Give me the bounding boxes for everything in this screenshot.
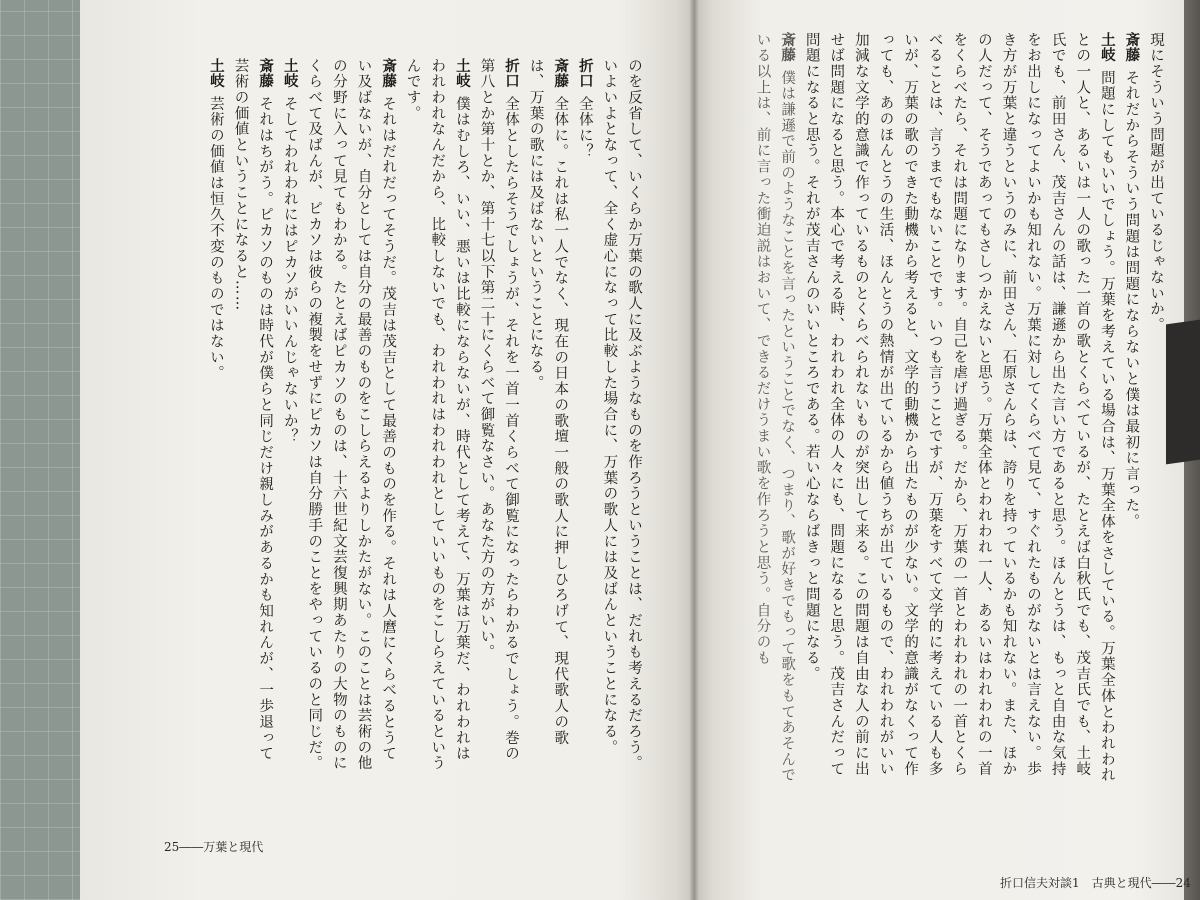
- book-gutter: [689, 0, 699, 900]
- dialogue-text: そしてわれわれにはピカソがいいんじゃないか？: [281, 96, 298, 445]
- dialogue-text: 全体としたらそうでしょうが、それを一首一首くらべて御覧になったらわかるでしょう。巻の第八とか第十とか、第十七以下第二十にくらべて御覧なさい。あなた方の方がいい。: [478, 58, 520, 762]
- dialogue-paragraph: [400, 58, 474, 776]
- dialogue-paragraph: [1143, 32, 1168, 792]
- speaker-label: 折口: [503, 58, 520, 88]
- dialogue-paragraph: [523, 58, 572, 776]
- dialogue-paragraph: [750, 32, 799, 792]
- dialogue-text: 全体に？: [576, 96, 593, 160]
- speaker-label: 土岐: [281, 58, 298, 88]
- dialogue-paragraph: [228, 58, 277, 776]
- speaker-label: 折口: [576, 58, 593, 88]
- dialogue-paragraph: [474, 58, 523, 776]
- book-clip: [1166, 320, 1200, 465]
- dialogue-paragraph: [203, 58, 228, 776]
- speaker-label: 土岐: [207, 58, 224, 88]
- dialogue-text: それだからそういう問題は問題にならないと僕は最初に言った。: [1123, 70, 1140, 530]
- dialogue-paragraph: [799, 32, 1119, 792]
- dialogue-paragraph: [277, 58, 302, 776]
- dialogue-paragraph: [572, 58, 597, 776]
- dialogue-paragraph: [597, 58, 646, 776]
- left-page-folio: 25――万葉と現代: [164, 840, 264, 854]
- speaker-label: 斎藤: [779, 32, 796, 62]
- right-page-folio: 折口信夫対談1 古典と現代――24: [1000, 876, 1191, 890]
- dialogue-paragraph: [1119, 32, 1144, 792]
- dialogue-text: 僕はむしろ、いい、悪いは比較にならないが、時代として考えて、万葉は万葉だ、われわれはわれわれなんだから、比較しないでも、われわれはわれわれとしていいものをこしらえているというんです。: [404, 58, 470, 772]
- dialogue-text: 問題にしてもいいでしょう。万葉を考えている場合は、万葉全体をさしている。万葉全体とわれわれとの一人と、あるいは一人の歌った一首の歌とくらべているが、たとえば白秋氏でも、茂吉氏でも、土岐氏でも、前田さん、茂吉さんの話は、謙遜から出た言い方であると思う。ほんとうは、もっと自由な気持をお出しになってよいかも知れない。万葉に対してくらべて見て、すぐれたものがないとは言えない。歩き方が万葉と違うというのみに、前田さん、石原さんらは、誇りを持っているかも知れない。また、ほかの人だって、そうであってもさしつかえないと思う。万葉全体とわれわれ一人、あるいはわれわれの一首をくらべたら、それは問題になります。自己を虐げ過ぎる。だから、万葉の一首とわれわれの一首とくらべることは、言うまでもないことです。いつも言うことですが、万葉をすべて文学的に考えている人も多いが、万葉の歌のできた動機から考えると、文学的動機から出たものが少ない。文学的意識がなくって作っても、あのほんとうの生活、ほんとうの熱情が出ているから値うちが出ているもので、われわれがいい加減な文学的意識で作っているものとくらべられないものが突出して来る。この問題は自由な人の前に出せば問題になると思う。本心で考える時、われわれ全体の人々にも、問題になると思う。茂吉さんだって問題になると思う。それが茂吉さんのいいところである。若い心ならばきっと問題になる。: [803, 32, 1115, 784]
- speaker-label: 土岐: [453, 58, 470, 88]
- dialogue-text: 現にそういう問題が出ているじゃないか。: [1148, 32, 1164, 334]
- left-page-text: [166, 58, 646, 776]
- speaker-label: 斎藤: [552, 58, 569, 88]
- dialogue-text: 芸術の価値は恒久不変のものではない。: [207, 96, 224, 382]
- speaker-label: 斎藤: [257, 58, 274, 88]
- dialogue-text: それはちがう。ピカソのものは時代が僕らと同じだけ親しみがあるかも知れんが、一歩退って芸術の価値ということになると……: [232, 58, 274, 762]
- dialogue-paragraph: [302, 58, 400, 776]
- dialogue-text: 僕は謙遜で前のようなことを言ったということでなく、つまり、歌が好きでもって歌をもてあそんでいる以上は、前に言った衝迫説はおいて、できるだけうまい歌を作ろうと思う。自分のも: [754, 32, 796, 784]
- dialogue-text: それはだれだってそうだ。茂吉は茂吉として最善のものを作る。それは人麿にくらべるとうてい及ばないが、自分としては自分の最善のものをこしらえるよりしかたがない。このことは芸術の他の分野に入って見てもわかる。たとえばピカソのものは、十六世紀文芸復興期あたりの大物のものにくらべて及ばんが、ピカソは彼らの複製をせずにピカソは自分勝手のことをやっているのと同じだ。: [306, 58, 397, 772]
- dialogue-text: のを反省して、いくらか万葉の歌人に及ぶようなものを作ろうということは、だれも考えるだろう。いよいよとなって、全く虚心になって比較した場合に、万葉の歌人には及ばんということになる。: [601, 58, 642, 772]
- speaker-label: 斎藤: [380, 58, 397, 88]
- dialogue-text: 全体に。これは私一人でなく、現在の日本の歌壇一般の歌人に押しひろげて、現代歌人の歌は、万葉の歌には及ばないということになる。: [527, 58, 569, 746]
- speaker-label: 土岐: [1098, 32, 1115, 62]
- speaker-label: 斎藤: [1123, 32, 1140, 62]
- right-page-text: [743, 32, 1168, 792]
